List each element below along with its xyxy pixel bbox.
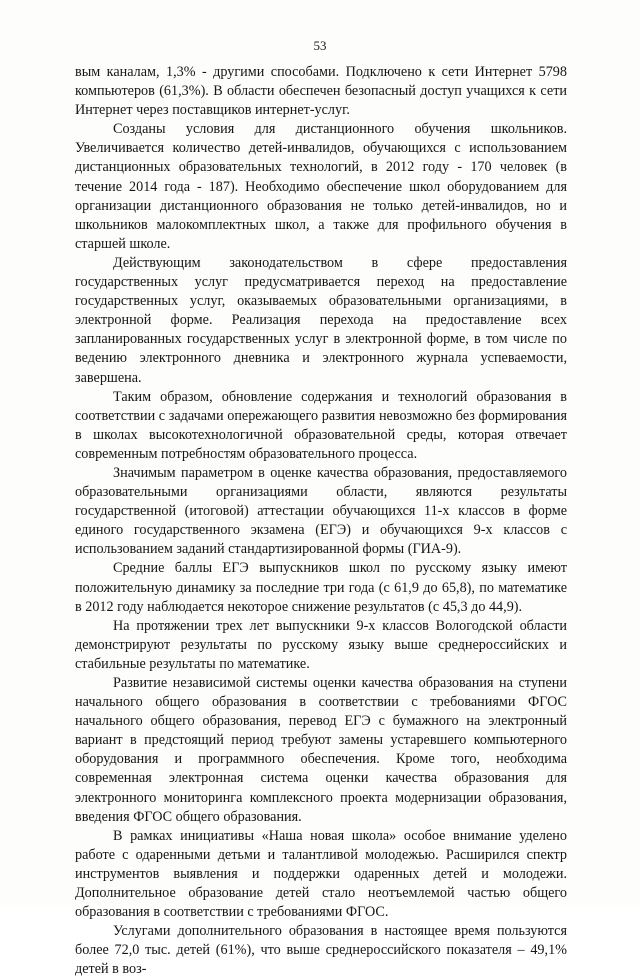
body-text bbox=[75, 63, 567, 980]
paragraph: Действующим законодательством в сфере предоставления государственных услуг предусматривается переход на предоставление государственных услуг, оказываемых образовательными организациями, в электронной форме. Реализация перехода на предоставление всех запланированных государственных услуг в электронной форме, в том числе по ведению электронного дневника и электронного журнала успеваемости, завершена. bbox=[75, 254, 567, 386]
paragraph: вым каналам, 1,3% - другими способами. Подключено к сети Интернет 5798 компьютеров (61,3%). В области обеспечен безопасный доступ учащихся к сети Интернет через поставщиков интернет-услуг. bbox=[75, 64, 567, 119]
paragraph: Развитие независимой системы оценки качества образования на ступени начального общего образования в соответствии с требованиями ФГОС начального общего образования, перевод ЕГЭ с бумажного на электронный вариант в предстоящий период требуют замены устаревшего компьютерного оборудования и программного обеспечения. Кроме того, необходима современная электронная система оценки качества образования для электронного мониторинга комплексного проекта модернизации образования, введения ФГОС общего образования. bbox=[75, 675, 567, 825]
paragraph: Значимым параметром в оценке качества образования, предоставляемого образовательными организациями области, являются результаты государственной (итоговой) аттестации обучающихся 11-х классов в форме единого государственного экзамена (ЕГЭ) и обучающихся 9-х классов с использованием заданий стандартизированной формы (ГИА-9). bbox=[75, 464, 567, 558]
paragraph: Таким образом, обновление содержания и технологий образования в соответствии с задачами опережающего развития невозможно без формирования в школах высокотехнологичной образовательной среды, которая отвечает современным потребностям образовательного процесса. bbox=[75, 388, 567, 462]
paragraph: Созданы условия для дистанционного обучения школьников. Увеличивается количество детей-инвалидов, обучающихся с использованием дистанционных образовательных технологий, в 2012 году - 170 человек (в течение 2014 года - 187). Необходимо обеспечение школ оборудованием для организации дистанционного образования не только детей-инвалидов, но и школьников малокомплектных школ, а также для профильного обучения в старшей школе. bbox=[75, 121, 567, 252]
page-number: 53 bbox=[313, 38, 327, 53]
paragraph: На протяжении трех лет выпускники 9-х классов Вологодской области демонстрируют результаты по русскому языку выше среднероссийских и стабильные результаты по математике. bbox=[75, 617, 567, 672]
paragraph: В рамках инициативы «Наша новая школа» особое внимание уделено работе с одаренными детьми и талантливой молодежью. Расширился спектр инструментов выявления и поддержки одаренных детей и молодежи. Дополнительное образование детей стало неотъемлемой частью общего образования в соответствии с требованиями ФГОС. bbox=[75, 827, 567, 921]
paragraph: Средние баллы ЕГЭ выпускников школ по русскому языку имеют положительную динамику за последние три года (с 61,9 до 65,8), по математике в 2012 году наблюдается некоторое снижение результатов (с 45,3 до 44,9). bbox=[75, 560, 567, 615]
paragraph: Услугами дополнительного образования в настоящее время пользуются более 72,0 тыс. детей (61%), что выше среднероссийского показателя – 49,1% детей в воз- bbox=[75, 923, 567, 978]
